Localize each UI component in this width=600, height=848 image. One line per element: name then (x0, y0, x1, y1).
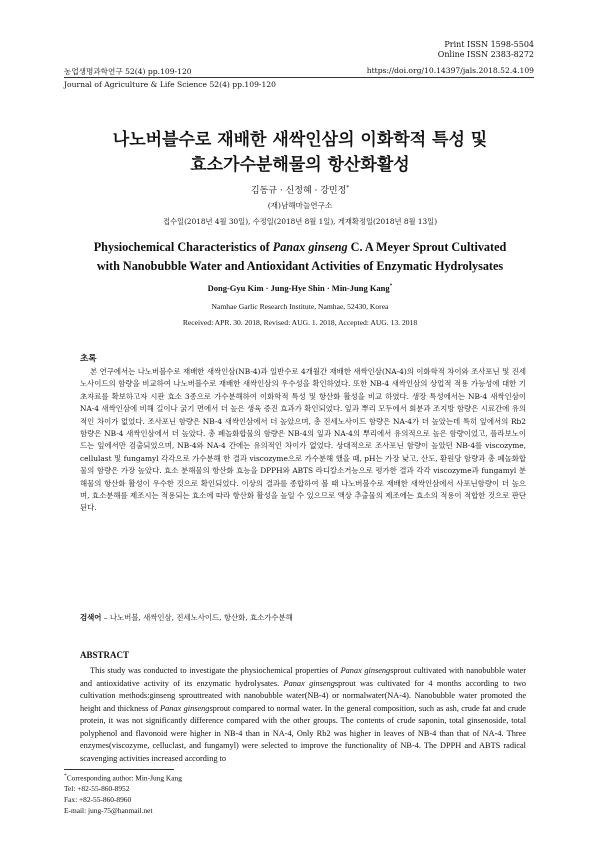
keywords-korean: 검색어 – 나노버블, 새싹인삼, 진세노사이드, 항산화, 효소가수분해 (80, 613, 293, 622)
author-mark-en: * (389, 283, 393, 290)
doi-link[interactable]: https://doi.org/10.14397/jals.2018.52.4.109 (366, 66, 534, 75)
abstract-ko-text: 본 연구에서는 나노버블수로 재배한 새싹인삼(NB-4)과 일반수로 4개월간 재배한 새싹인삼(NA-4)의 이화학적 차이와 조사포닌 및 진세노사이드의 함량을 비교하여 나노버블수로 재배한 새싹인삼의 우수성을 확인하였다. 또한 NB-4 새싹인삼의 상업적 적용 가능성에 대한 기초자료를 확보하고자 시판 효소 3종으로 가수분해하여 이화학적 특성 및 항산화 활성을 비교 하였다. 생장 특성에서는 NB-4 새싹인삼이 NA-4 새싹인삼에 비해 길이나 굵기 면에서 더 높은 생육 증진 효과가 확인되었다. 잎과 뿌리 모두에서 회분과 조지방 함량은 시료간에 유의적인 차이가 없었다. 조사포닌 함량은 NB-4 새싹인삼에서 더 높았으며, 총 진세노사이드 함량은 NA-4가 더 높았는데 특히 잎에서의 Rb2 함량은 NB-4 새싹인삼에서 더 높았다. 총 폐놀화합물의 함량은 NB-4의 잎과 NA-4의 뿌리에서 유의적으로 높은 함량이었고, 플라보노이드는 잎에서만 검출되었으며, NB-4와 NA-4 간에는 유의적인 차이가 없었다. 상대적으로 조사포닌 함량이 높았던 NB-4를 viscozyme, cellulast 및 fungamyl 각각으로 가수분해 한 결과 viscozyme으로 가수분해 했을 때, pH는 가장 낮고, 산도, 환원당 함량과 총 폐놀화합물의 함량은 가장 높았다. 효소 분해물의 항산화 효능을 DPPH와 ABTS 라디칼소거능으로 평가한 결과 각각 viscozyme과 fungamyl 분해물의 항산화 활성이 우수한 것으로 확인되었다. 이상의 결과를 종합하여 볼 때 나노버블수로 재배한 새싹인삼에서 사포닌함량이 더 높으며, 효소분해를 제조시는 적용되는 효소에 따라 항산화 활성을 높일 수 있으므로 액상 추출물의 제조에는 효소의 적용이 적합한 것으로 판단된다. (80, 367, 526, 513)
online-issn: Online ISSN 2383-8272 (437, 50, 534, 59)
footnote (64, 771, 182, 816)
issn-block (438, 40, 534, 60)
title-english (40, 238, 560, 276)
email[interactable]: E-mail: jung-75@hanmail.net (64, 806, 153, 816)
print-issn: Print ISSN 1598-5504 (444, 40, 534, 49)
author-mark: * (346, 185, 350, 191)
keywords-label: 검색어 (80, 613, 102, 622)
species-name: Panax ginseng (272, 240, 348, 254)
species-name-italic: Panax ginseng (340, 666, 391, 675)
fax: Fax: +82-55-860-8960 (64, 795, 132, 805)
affiliation-english: Namhae Garlic Research Institute, Namhae, 52430, Korea (211, 302, 389, 311)
abstract-ko-heading: 초록 (80, 354, 97, 364)
title-korean (40, 128, 560, 178)
title-english-line2: with Nanobubble Water and Antioxidant Activities of Enzymatic Hydrolysates (96, 259, 504, 273)
journal-citation-en: Journal of Agriculture & Life Science 52(4) pp.109-120 (64, 80, 276, 89)
header-rule (64, 77, 534, 78)
affiliation-korean: (재)남해마늘연구소 (267, 201, 333, 210)
footnote-rule (64, 769, 174, 770)
journal-citation-ko: 농업생명과학연구 52(4) pp.109-120 (64, 67, 192, 76)
dates-korean: 접수일(2018년 4월 30일), 수정일(2018년 8월 1일), 게재확정일(2018년 8월 13일) (162, 217, 438, 226)
title-korean-line1: 나노버블수로 재배한 새싹인삼의 이화학적 특성 및 (112, 130, 488, 150)
title-korean-line2: 효소가수분해물의 항산화활성 (190, 155, 410, 175)
authors-english: Dong-Gyu Kim · Jung-Hye Shin · Min-Jung Kang* (207, 283, 393, 293)
dates-english: Received: APR. 30. 2018, Revised: AUG. 1. 2018, Accepted: AUG. 13. 2018 (182, 318, 418, 327)
corresponding-author: *Corresponding author: Min-Jung Kang (64, 773, 182, 783)
title-english-line1: Physiochemical Characteristics of Panax ginseng C. A Meyer Sprout Cultivated (93, 240, 507, 254)
abstract-en-text: This study was conducted to investigate the physiochemical properties of Panax ginsengsprout cultivated with nanobubble water and antioxidative activity of its enzymatic hydrolysates. Panax ginsengsprout was cultivated for 4 months according to two cultivation methods:ginseng sprouttreated with nanobubble water(NB-4) or normalwater(NA-4). Nanobubble water promoted the height and thickness of Panax ginsengsprout compared to normal water. In the general composition, such as ash, crude fat and crude protein, it was not significantly difference compared with the other groups. The contents of crude saponin, total ginsenoside, total polyphenol and flavonoid were higher in NB-4 than in NA-4, Only Rb2 was higher in leaves of NB-4 than that of NA-4. Three enzymes(viscozyme, celluclast, and fungamyl) were selected to improve the functionality of NB-4. The DPPH and ABTS radical scavenging activities increased according to (80, 666, 526, 763)
phone: Tel: +82-55-860-8952 (64, 784, 130, 794)
authors-korean: 김동규 · 신정혜 · 강민정* (250, 185, 350, 196)
abstract-en-heading: ABSTRACT (80, 650, 130, 660)
species-name-italic: Panax ginseng (160, 703, 210, 713)
species-name-italic: Panax ginseng (283, 678, 335, 688)
